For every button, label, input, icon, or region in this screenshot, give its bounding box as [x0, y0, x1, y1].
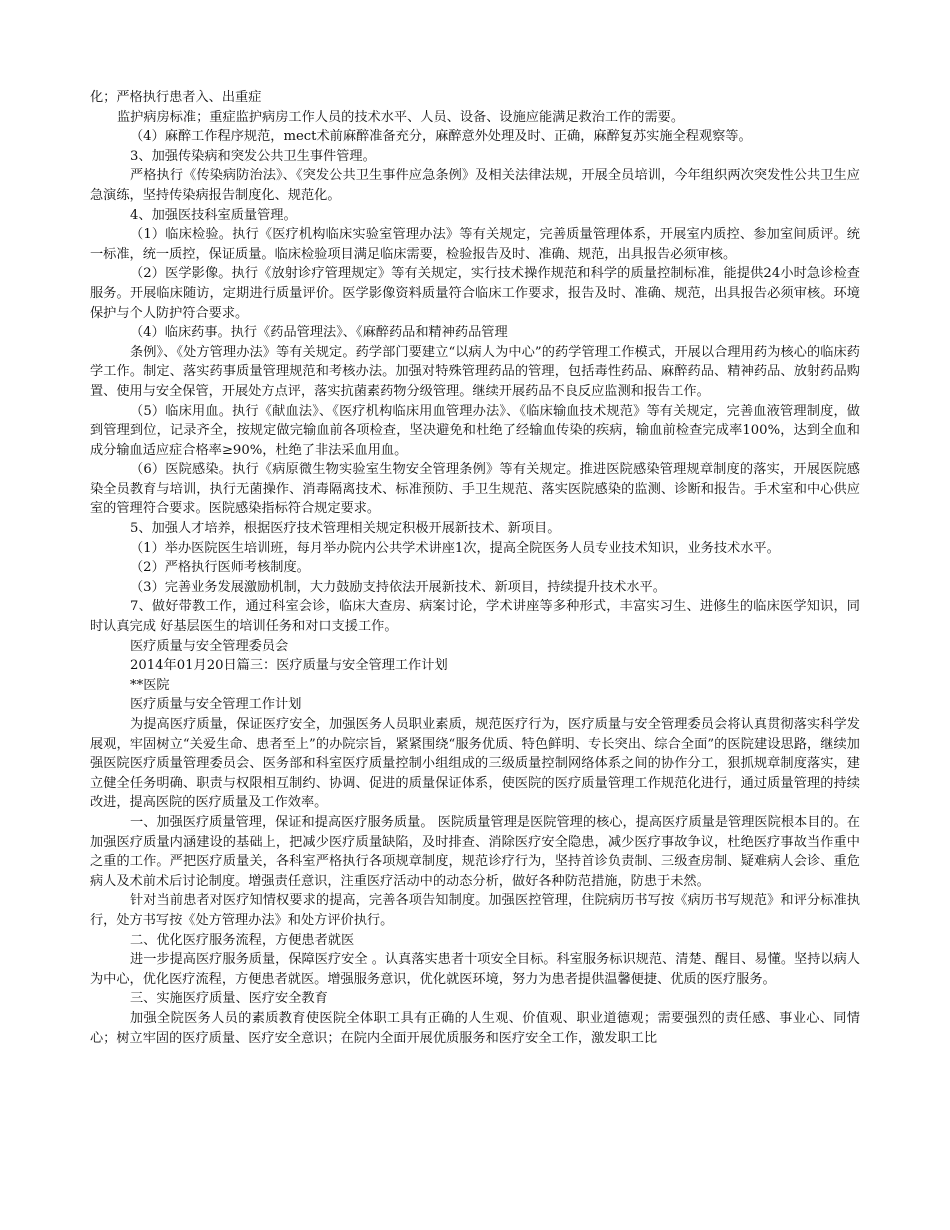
document-title: 医疗质量与安全管理工作计划: [130, 697, 302, 713]
paragraph: （1）举办医院医生培训班，每月举办院内公共学术讲座1次，提高全院医务人员专业技术知识，业务技术水平。: [130, 540, 780, 556]
signature-organization: 医疗质量与安全管理委员会: [130, 638, 289, 654]
paragraph: （5）临床用血。执行《献血法》、《医疗机构临床用血管理办法》、《临床输血技术规范》等有关规定，完善血液管理制度，做到管理到位，记录齐全，按规定做完输血前各项检查，坚决避免和杜绝了经输血传染的疾病，输血前检查完成率100%，达到全血和成分输血适应症合格率≥90%，杜绝了非法采血用血。: [90, 403, 860, 458]
paragraph: 化；严格执行患者入、出重症: [90, 90, 262, 105]
paragraph: （4）麻醉工作程序规范，mect术前麻醉准备充分，麻醉意外处理及时、正确，麻醉复苏实施全程观察等。: [130, 129, 752, 145]
paragraph: 7、做好带教工作，通过科室会诊，临床大查房、病案讨论，学术讲座等多种形式，丰富实习生、进修生的临床医学知识，同时认真完成 好基层医生的培训任务和对口支援工作。: [90, 599, 860, 635]
section-heading: 二、优化医疗服务流程，方便患者就医: [130, 932, 355, 948]
paragraph: （2）医学影像。执行《放射诊疗管理规定》等有关规定，实行技术操作规范和科学的质量控制标准，能提供24小时急诊检查服务。开展临床随访，定期进行质量评价。医学影像资料质量符合临床工作要求，报告及时、准确、规范，出具报告必须审核。环境保护与个人防护符合要求。: [90, 266, 860, 321]
paragraph: 针对当前患者对医疗知情权要求的提高，完善各项告知制度。加强医控管理，住院病历书写按《病历书写规范》和评分标准执行，处方书写按《处方管理办法》和处方评价执行。: [90, 893, 860, 928]
section-heading: 三、实施医疗质量、医疗安全教育: [130, 991, 328, 1007]
paragraph: （3）完善业务发展激励机制，大力鼓励支持依法开展新技术、新项目，持续提升技术水平。: [130, 579, 666, 595]
paragraph: 进一步提高医疗服务质量，保障医疗安全 。认真落实患者十项安全目标。科室服务标识规范、清楚、醒目、易懂。坚持以病人为中心，优化医疗流程，方便患者就医。增强服务意识，优化就医环境，努力为患者提供温馨便捷、优质的医疗服务。: [90, 952, 860, 987]
hospital-name: **医院: [130, 677, 170, 693]
section-heading: 3、加强传染病和突发公共卫生事件管理。: [130, 148, 376, 164]
paragraph: 一、加强医疗质量管理，保证和提高医疗服务质量。 医院质量管理是医院管理的核心，提高医疗质量是管理医院根本目的。在加强医疗质量内涵建设的基础上，把减少医疗质量缺陷，及时排查、消除医疗安全隐患，减少医疗事故争议，杜绝医疗事故当作重中之重的工作。严把医疗质量关，各科室严格执行各项规章制度，规范诊疗行为，坚持首诊负责制、三级查房制、疑难病人会诊、重危病人及术前术后讨论制度。增强责任意识，注重医疗活动中的动态分析，做好各种防范措施，防患于未然。: [90, 814, 860, 889]
paragraph: 严格执行《传染病防治法》、《突发公共卫生事件应急条例》及相关法律法规，开展全员培训，今年组织两次突发性公共卫生应急演练，坚持传染病报告制度化、规范化。: [90, 168, 860, 203]
paragraph: （1）临床检验。执行《医疗机构临床实验室管理办法》等有关规定，完善质量管理体系，开展室内质控、参加室间质评。统一标准，统一质控，保证质量。临床检验项目满足临床需要，检验报告及时、准确、规范，出具报告必须审核。: [90, 227, 860, 262]
date-line: 2014年01月20日篇三：医疗质量与安全管理工作计划: [130, 658, 448, 674]
paragraph: 加强全院医务人员的素质教育使医院全体职工具有正确的人生观、价值观、职业道德观；需要强烈的责任感、事业心、同情心；树立牢固的医疗质量、医疗安全意识；在院内全面开展优质服务和医疗安全工作，激发职工比: [90, 1010, 860, 1046]
paragraph: 监护病房标准；重症监护病房工作人员的技术水平、人员、设备、设施应能满足救治工作的需要。: [117, 109, 685, 125]
paragraph: （2）严格执行医师考核制度。: [130, 560, 310, 576]
paragraph: 为提高医疗质量，保证医疗安全，加强医务人员职业素质，规范医疗行为，医疗质量与安全管理委员会将认真贯彻落实科学发展观，牢固树立“关爱生命、患者至上”的办院宗旨，紧紧围绕“服务优质、特色鲜明、专长突出、综合全面”的医院建设思路，继续加强医院医疗质量管理委员会、医务部和科室医疗质量控制小组组成的三级质量控制网络体系之间的协作分工，狠抓规章制度落实，建立健全任务明确、职责与权限相互制约、协调、促进的质量保证体系，使医院的医疗质量管理工作规范化进行，通过质量管理的持续改进，提高医院的医疗质量及工作效率。: [90, 717, 860, 811]
section-heading: 5、加强人才培养，根据医疗技术管理相关规定积极开展新技术、新项目。: [130, 521, 561, 537]
paragraph: （4）临床药事。执行《药品管理法》、《麻醉药品和精神药品管理: [130, 325, 508, 341]
paragraph: 条例》、《处方管理办法》等有关规定。药学部门要建立“以病人为中心”的药学管理工作模式，开展以合理用药为核心的临床药学工作。制定、落实药事质量管理规范和考核办法。加强对特殊管理药品的管理，包括毒性药品、麻醉药品、精神药品、放射药品购置、使用与安全保管，开展处方点评，落实抗菌素药物分级管理。继续开展药品不良反应监测和报告工作。: [90, 344, 860, 399]
document-page: [90, 88, 860, 1048]
paragraph: （6）医院感染。执行《病原微生物实验室生物安全管理条例》等有关规定。推进医院感染管理规章制度的落实，开展医院感染全员教育与培训，执行无菌操作、消毒隔离技术、标准预防、手卫生规范、落实医院感染的监测、诊断和报告。手术室和中心供应室的管理符合要求。医院感染指标符合规定要求。: [90, 462, 860, 517]
section-heading: 4、加强医技科室质量管理。: [130, 207, 297, 223]
